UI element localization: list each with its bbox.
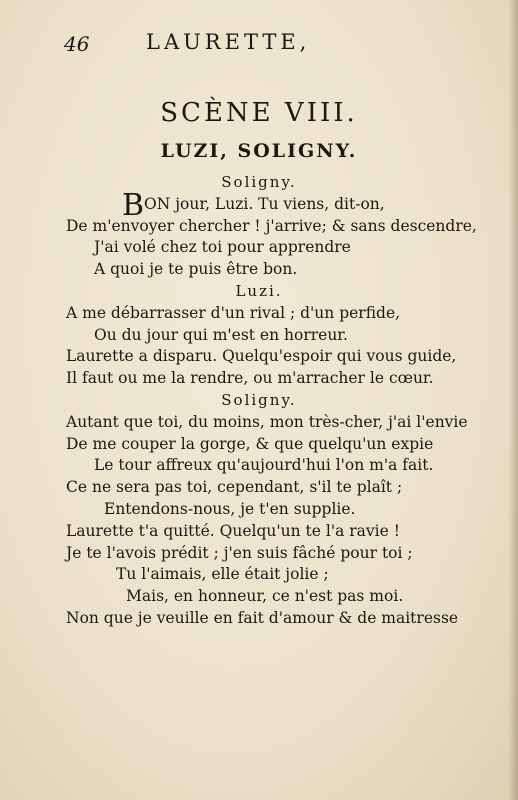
verse-text: Ce ne sera pas toi, cependant, s'il te plaît ; xyxy=(66,478,403,497)
verse-line xyxy=(0,477,518,499)
scene-title: SCÈNE VIII. xyxy=(160,98,358,128)
verse-line xyxy=(0,586,518,608)
verse-text: Non que je veuille en fait d'amour & de maitresse xyxy=(66,608,459,627)
speaker-label: Luzi. xyxy=(235,281,283,300)
verse-text: Le tour affreux qu'aujourd'hui l'on m'a fait. xyxy=(94,456,434,475)
speaker-label: Soligny. xyxy=(221,390,297,409)
scene-characters: LUZI, SOLIGNY. xyxy=(160,140,358,162)
verse-line xyxy=(0,499,518,521)
verse-line xyxy=(0,412,518,434)
verse-text: ON jour, Luzi. Tu viens, dit-on, xyxy=(144,194,385,213)
verse-line xyxy=(0,325,518,347)
verse-line xyxy=(0,259,518,281)
page-number: 46 xyxy=(64,32,90,56)
verse-text: De m'envoyer chercher ! j'arrive; & sans descendre, xyxy=(66,216,477,235)
verse-text: De me couper la gorge, & que quelqu'un expie xyxy=(66,434,434,453)
page-header xyxy=(64,30,484,58)
verse-line xyxy=(0,303,518,325)
verse-line xyxy=(0,368,518,390)
running-title: LAURETTE, xyxy=(146,30,311,54)
speaker-name xyxy=(0,390,518,412)
verse-text: Ou du jour qui m'est en horreur. xyxy=(94,325,348,344)
page-edge-shadow xyxy=(508,0,518,800)
verse-line xyxy=(0,521,518,543)
verse-text: Laurette a disparu. Quelqu'espoir qui vous guide, xyxy=(66,347,457,366)
verse-text xyxy=(0,172,518,630)
speaker-label: Soligny. xyxy=(221,173,297,191)
verse-line xyxy=(0,187,518,223)
verse-text: A quoi je te puis être bon. xyxy=(94,260,298,279)
verse-line xyxy=(0,564,518,586)
speaker-name xyxy=(0,172,518,194)
verse-line xyxy=(0,237,518,259)
speaker-name xyxy=(0,281,518,303)
verse-line xyxy=(0,346,518,368)
verse-text: Laurette t'a quitté. Quelqu'un te l'a ravie ! xyxy=(66,521,400,540)
verse-text: Il faut ou me la rendre, ou m'arracher le cœur. xyxy=(66,369,434,388)
verse-line xyxy=(0,543,518,565)
verse-line xyxy=(0,455,518,477)
drop-capital: B xyxy=(122,187,145,223)
verse-text: Mais, en honneur, ce n'est pas moi. xyxy=(126,587,404,606)
verse-text: Tu l'aimais, elle était jolie ; xyxy=(116,565,329,584)
verse-text: Entendons-nous, je t'en supplie. xyxy=(104,499,356,518)
verse-line xyxy=(0,434,518,456)
verse-line xyxy=(0,608,518,630)
verse-text: Autant que toi, du moins, mon très-cher, j'ai l'envie xyxy=(66,412,468,431)
verse-line xyxy=(0,216,518,238)
verse-text: A me débarrasser d'un rival ; d'un perfide, xyxy=(66,303,401,322)
verse-text: J'ai volé chez toi pour apprendre xyxy=(94,238,351,257)
verse-text: Je te l'avois prédit ; j'en suis fâché pour toi ; xyxy=(66,543,413,562)
